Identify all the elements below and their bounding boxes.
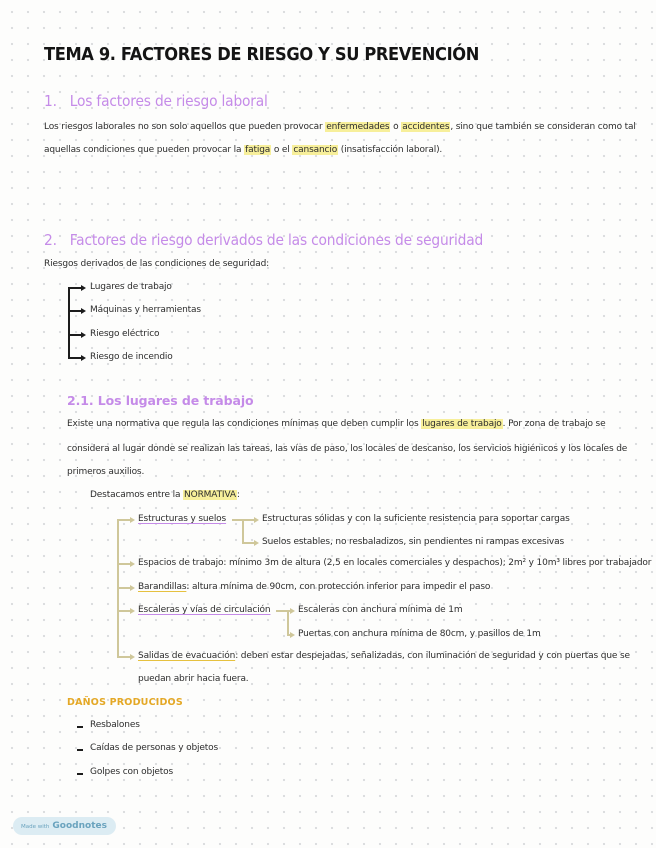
arrow-right-icon xyxy=(130,561,135,567)
highlight-fatiga: fatiga xyxy=(245,145,271,155)
normativa-salidas-line-2: puedan abrir hacia fuera. xyxy=(138,674,249,684)
badge-brand: Goodnotes xyxy=(52,821,107,831)
list-item: Riesgo eléctrico xyxy=(90,329,160,339)
tree-branch xyxy=(117,519,131,521)
tree-branch xyxy=(117,563,131,565)
arrow-right-icon xyxy=(130,608,135,614)
text: (insatisfacción laboral). xyxy=(338,145,443,155)
highlight-cansancio: cansancio xyxy=(293,145,338,155)
arrow-right-icon xyxy=(290,608,295,614)
list-item: Riesgo de incendio xyxy=(90,352,173,362)
tree-connector xyxy=(287,610,289,634)
highlight-normativa: NORMATIVA xyxy=(184,490,236,500)
bullet-dash xyxy=(77,749,83,751)
tree-branch xyxy=(276,610,291,612)
barandillas-label: Barandillas xyxy=(138,582,187,592)
salidas-label: Salidas de evacuación xyxy=(138,651,236,661)
page-title: TEMA 9. FACTORES DE RIESGO Y SU PREVENCIÓN xyxy=(44,45,479,65)
section-2-1-paragraph-line-2: considera al lugar donde se realizan las tareas, las vías de paso, los locales de descanso, los servicios higiénicos y los locales de xyxy=(67,444,628,454)
text: : deben estar despejadas, señalizadas, con iluminación de seguridad y con puertas que se xyxy=(235,651,630,661)
text: : altura mínima de 90cm, con protección inferior para impedir el paso xyxy=(186,582,491,592)
section-1-heading xyxy=(44,92,268,110)
bullet-dash xyxy=(77,773,83,775)
list-item: Golpes con objetos xyxy=(90,767,174,777)
tree-branch xyxy=(68,287,82,289)
section-2-number: 2. xyxy=(44,231,57,249)
arrow-right-icon xyxy=(254,540,259,546)
estructuras-sub-item: Estructuras sólidas y con la suficiente resistencia para soportar cargas xyxy=(262,514,570,524)
text: Destacamos entre la xyxy=(90,490,184,500)
tree-branch xyxy=(232,519,255,521)
tree-branch xyxy=(117,610,131,612)
estructuras-sub-item: Suelos estables, no resbaladizos, sin pendientes ni rampas excesivas xyxy=(262,537,564,547)
tree-branch xyxy=(68,334,82,336)
arrow-right-icon xyxy=(81,308,86,314)
list-item: Resbalones xyxy=(90,720,140,730)
text: o xyxy=(390,122,402,132)
section-1-number: 1. xyxy=(44,92,57,110)
normativa-barandillas xyxy=(138,576,490,599)
text: aquellas condiciones que pueden provocar la xyxy=(44,145,245,155)
highlight-accidentes: accidentes xyxy=(402,122,450,132)
danos-heading: DAÑOS PRODUCIDOS xyxy=(67,697,183,708)
escaleras-sub-item: Puertas con anchura mínima de 80cm, y pasillos de 1m xyxy=(298,629,541,639)
tree-connector xyxy=(68,287,70,358)
section-1-paragraph-line-2 xyxy=(44,139,442,162)
arrow-right-icon xyxy=(81,355,86,361)
text: . Por zona de trabajo se xyxy=(502,419,606,429)
tree-branch xyxy=(117,656,131,658)
text: o el xyxy=(271,145,293,155)
badge-made-with: Made with xyxy=(21,824,50,830)
made-with-goodnotes-badge xyxy=(13,817,116,835)
section-2-1-paragraph-line-3: primeros auxilios. xyxy=(67,467,145,477)
normativa-estructuras: Estructuras y suelos xyxy=(138,514,227,524)
text: , sino que también se consideran como tal xyxy=(450,122,636,132)
normativa-intro xyxy=(90,484,240,507)
highlight-lugares-de-trabajo: lugares de trabajo xyxy=(422,419,502,429)
section-2-intro: Riesgos derivados de las condiciones de seguridad: xyxy=(44,259,270,269)
arrow-right-icon xyxy=(254,517,259,523)
section-1-title: Los factores de riesgo laboral xyxy=(69,92,268,110)
text: Existe una normativa que regula las condiciones mínimas que deben cumplir los xyxy=(67,419,422,429)
arrow-right-icon xyxy=(130,654,135,660)
section-1-paragraph-line-1 xyxy=(44,116,636,139)
list-item: Caídas de personas y objetos xyxy=(90,743,219,753)
normativa-salidas xyxy=(138,645,630,668)
section-2-1-paragraph-line-1 xyxy=(67,413,605,436)
escaleras-sub-item: Escaleras con anchura mínima de 1m xyxy=(298,605,463,615)
arrow-right-icon xyxy=(81,332,86,338)
tree-connector xyxy=(242,519,244,542)
tree-branch xyxy=(117,587,131,589)
normativa-espacios: Espacios de trabajo: mínimo 3m de altura (2,5 en locales comerciales y despachos); 2m² y 10m³ libres por trabajador xyxy=(138,558,652,568)
arrow-right-icon xyxy=(81,285,86,291)
section-2-1-heading: 2.1. Los lugares de trabajo xyxy=(67,393,254,408)
section-2-heading xyxy=(44,231,483,249)
arrow-right-icon xyxy=(130,517,135,523)
section-2-title: Factores de riesgo derivados de las condiciones de seguridad xyxy=(69,231,484,249)
list-item: Máquinas y herramientas xyxy=(90,305,201,315)
tree-branch xyxy=(68,310,82,312)
normativa-escaleras: Escaleras y vías de circulación xyxy=(138,605,271,615)
text: Los riesgos laborales no son solo aquellos que pueden provocar xyxy=(44,122,326,132)
arrow-right-icon xyxy=(130,585,135,591)
text: : xyxy=(236,490,240,500)
list-item: Lugares de trabajo xyxy=(90,282,172,292)
tree-branch xyxy=(68,357,82,359)
highlight-enfermedades: enfermedades xyxy=(326,122,390,132)
arrow-right-icon xyxy=(290,632,295,638)
bullet-dash xyxy=(77,726,83,728)
